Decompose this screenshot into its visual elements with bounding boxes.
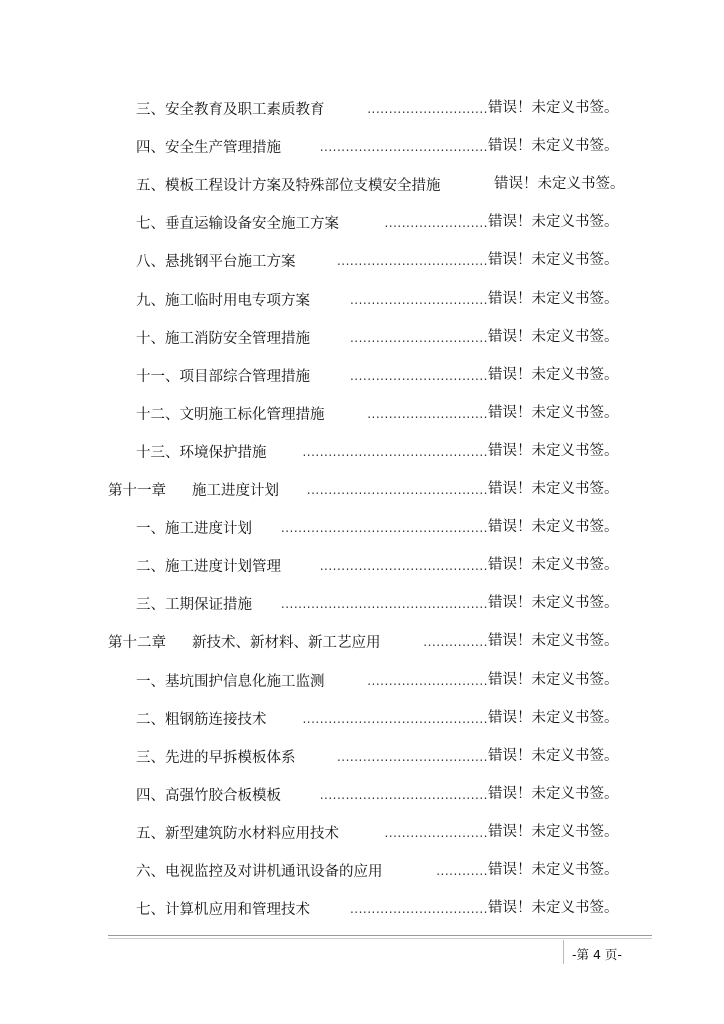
toc-entry-title: 四、高强竹胶合板模板 [136,787,281,804]
page-reference: 错误！未定义书签。 [488,405,619,421]
dot-leader: ................................................ [280,597,488,611]
footer-divider-thin [108,938,652,939]
toc-entry-title: 一、基坑围护信息化施工监测 [136,673,325,690]
dot-leader: ............... [423,635,488,649]
chapter-number: 第十二章 [108,634,166,651]
page-reference: 错误！未定义书签。 [488,252,619,268]
dot-leader: ............................ [367,407,488,421]
toc-section-entry[interactable] [136,821,630,843]
toc-chapter-entry[interactable] [108,478,630,500]
toc-entry-title: 七、垂直运输设备安全施工方案 [136,215,339,232]
dot-leader: ............................ [367,102,488,116]
toc-section-entry[interactable] [136,783,630,805]
page-reference: 错误！未定义书签。 [488,595,619,611]
toc-entry-title: 二、粗钢筋连接技术 [136,711,267,728]
toc-entry-title: 三、先进的早拆模板体系 [136,749,296,766]
page-reference: 错误！未定义书签。 [488,824,619,840]
toc-entry-title: 三、工期保证措施 [136,596,252,613]
dot-leader: ........................................... [302,712,488,726]
dot-leader: ................................... [336,750,488,764]
toc-chapter-entry[interactable] [108,630,630,652]
chapter-number: 第十一章 [108,482,166,499]
toc-section-entry[interactable] [136,554,630,576]
dot-leader: ................................ [349,331,488,345]
page-reference: 错误！未定义书签。 [488,481,619,497]
dot-leader: .......................................... [306,483,488,497]
page-reference: 错误！未定义书签。 [488,710,619,726]
dot-leader: ........................ [384,216,488,230]
page-reference: 错误！未定义书签。 [488,329,619,345]
toc-entry-title: 十一、项目部综合管理措施 [136,368,310,385]
dot-leader: ........................................... [302,445,488,459]
toc-section-entry[interactable] [136,97,630,119]
toc-section-entry[interactable] [136,859,630,881]
toc-entry-title: 三、安全教育及职工素质教育 [136,101,325,118]
toc-section-entry[interactable] [136,745,630,767]
page-reference: 错误！未定义书签。 [488,214,619,230]
dot-leader: ................................ [349,293,488,307]
page-reference: 错误！未定义书签。 [488,557,619,573]
toc-entry-title: 十三、环境保护措施 [136,444,267,461]
toc-section-entry[interactable] [136,326,630,348]
page-reference: 错误！未定义书签。 [488,672,619,688]
toc-section-entry[interactable] [136,707,630,729]
page-reference: 错误！未定义书签。 [488,367,619,383]
toc-entry-title: 六、电视监控及对讲机通讯设备的应用 [136,863,383,880]
toc-entry-title: 一、施工进度计划 [136,520,252,537]
page-number: -第 4 页- [572,947,622,962]
toc-entry-title: 四、安全生产管理措施 [136,139,281,156]
toc-section-entry[interactable] [136,364,630,386]
dot-leader: ....................................... [319,788,488,802]
toc-section-entry[interactable] [136,402,630,424]
toc-section-entry[interactable] [136,440,630,462]
dot-leader: ................................ [349,369,488,383]
footer-separator [563,940,564,964]
page-reference: 错误！未定义书签。 [488,862,619,878]
toc-entry-title: 十、施工消防安全管理措施 [136,330,310,347]
toc-entry-title: 十二、文明施工标化管理措施 [136,406,325,423]
page-reference: 错误！未定义书签。 [494,176,625,192]
dot-leader: ................................................ [280,521,488,535]
toc-section-entry[interactable] [136,592,630,614]
toc-entry-title: 新技术、新材料、新工艺应用 [192,634,381,651]
toc-entry-title: 五、新型建筑防水材料应用技术 [136,825,339,842]
dot-leader: ............ [436,864,488,878]
toc-section-entry[interactable] [136,135,630,157]
toc-entry-title: 施工进度计划 [192,482,279,499]
dot-leader: ....................................... [319,559,488,573]
toc-section-entry[interactable] [136,669,630,691]
dot-leader: ........................ [384,826,488,840]
page-reference: 错误！未定义书签。 [488,900,619,916]
page-reference: 错误！未定义书签。 [488,786,619,802]
toc-section-entry[interactable] [136,516,630,538]
toc-entry-title: 八、悬挑钢平台施工方案 [136,253,296,270]
toc-section-entry[interactable] [136,897,630,919]
toc-entry-title: 九、施工临时用电专项方案 [136,292,310,309]
footer-divider [108,935,652,936]
page-reference: 错误！未定义书签。 [488,748,619,764]
page-reference: 错误！未定义书签。 [488,291,619,307]
dot-leader: ....................................... [319,140,488,154]
dot-leader: ................................ [349,902,488,916]
toc-section-entry[interactable] [136,211,630,233]
toc-section-entry[interactable] [136,173,630,195]
toc-section-entry[interactable] [136,249,630,271]
dot-leader: ................................... [336,254,488,268]
toc-section-entry[interactable] [136,288,630,310]
dot-leader: ............................ [367,674,488,688]
toc-entry-title: 七、计算机应用和管理技术 [136,901,310,918]
page-reference: 错误！未定义书签。 [488,138,619,154]
page-reference: 错误！未定义书签。 [488,443,619,459]
page-reference: 错误！未定义书签。 [488,519,619,535]
page-reference: 错误！未定义书签。 [488,633,619,649]
page-reference: 错误！未定义书签。 [488,100,619,116]
toc-entry-title: 五、模板工程设计方案及特殊部位支模安全措施 [136,177,441,194]
toc-entry-title: 二、施工进度计划管理 [136,558,281,575]
